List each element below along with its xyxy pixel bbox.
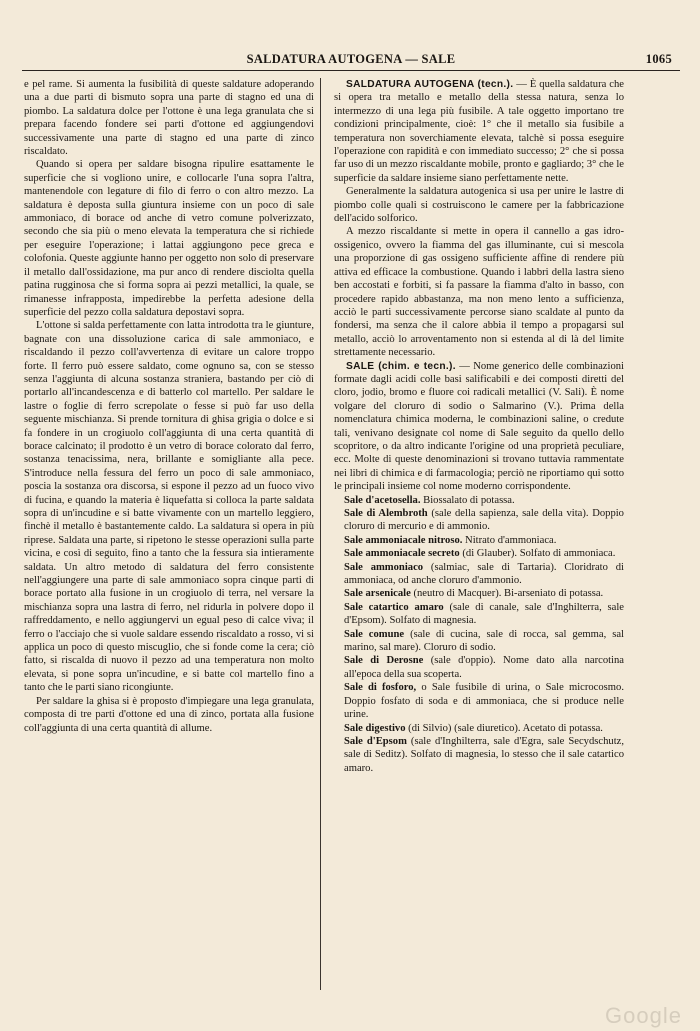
entry-heading: Sale d'acetosella.: [344, 494, 421, 506]
left-paragraph: [24, 319, 314, 694]
running-head-title: SALDATURA AUTOGENA — SALE: [246, 52, 456, 66]
entry-heading: Sale comune: [344, 628, 405, 640]
paragraph-text: o Sale fusibile di urina, o Sale microcosmo. Doppio fosfato di soda e di ammoniaca, che si produce nelle urine.: [344, 682, 624, 721]
entry-heading: Sale ammoniacale secreto: [344, 548, 460, 560]
right-paragraph: [334, 628, 624, 655]
entry-heading: Sale d'Epsom: [344, 735, 407, 747]
right-paragraph: [334, 225, 624, 359]
paragraph-text: — Nome generico delle combinazioni formate dagli acidi colle basi salificabili e dei composti diretti del cloro, jodio, bromo e fluore coi radicali metallici (V. Sali). È nome volgare del cloruro di sodio o Salmarino (V.). Prima della nomenclatura chimica moderna, le combinazioni saline, o credute tali, venivano designate col nome di Sale seguito da quello dello scopritore, o da altro indicante l'origine od una proprietà peculiare, ecc. Molte di queste denominazioni si trovano tuttavia rammentate nei libri di chimica e di farmacologia; perciò ne riportiamo qui sotto le principali insieme col nome moderno corrispondente.: [334, 360, 624, 493]
paragraph-text: (di Silvio) (sale diuretico). Acetato di potassa.: [405, 722, 603, 734]
paragraph-text: (sale della sapienza, sale della vita). Doppio cloruro di mercurio e di ammonio.: [344, 508, 624, 533]
left-paragraph: [24, 78, 314, 158]
right-column: [334, 78, 624, 775]
entry-heading: Sale di Derosne: [344, 655, 424, 667]
left-paragraph: [24, 695, 314, 735]
right-paragraph: [334, 360, 624, 494]
paragraph-text: A mezzo riscaldante si mette in opera il cannello a gas idro-ossigenico, ovvero la fiamma del gas illuminante, cui si mescola una proporzione di gas ossigeno sufficiente affine di rendere più attiva ed efficace la combustione. Quando i labbri della lastra sieno ben accostati e forbiti, si fa passare la fiamma d'alto in basso, con procedere rapido abbastanza, ma non meno lento a sufficienza, acciò le parti successivamente percorse siano scaldate al punto da fondersi, ma senza che il calore abbia il tempo a propagarsi sul metallo, acciò lo arroventamento non si estenda al di là del limite strettamente necessario.: [334, 226, 624, 359]
paragraph-text: (sale d'oppio). Nome dato alla narcotina all'epoca della sua scoperta.: [344, 655, 625, 680]
running-head: [22, 48, 680, 71]
entry-heading: SALDATURA AUTOGENA (tecn.).: [346, 79, 514, 90]
page-number: 1065: [645, 52, 672, 66]
paragraph-text: Nitrato d'ammoniaca.: [462, 534, 557, 546]
right-paragraph: [334, 587, 624, 600]
paragraph-text: Generalmente la saldatura autogenica si usa per unire le lastre di piombo colle quali si costruiscono le camere per la fabbricazione dell'acido solforico.: [334, 186, 624, 225]
left-column: [24, 78, 314, 735]
paragraph-text: (neutro di Macquer). Bi-arseniato di potassa.: [410, 588, 604, 600]
paragraph-text: Quando si opera per saldare bisogna ripulire esattamente le superficie che si vogliono unire, e collocarle l'una sopra l'altra, mantenendole con legature di filo di ferro o con altro mezzo. La saldatura è deposta sulla giuntura insieme con un poco di sale ammoniaco, di borace od anche di vetro comune polverizzato, secondo che sia più o meno elevata la temperatura che si richiede per eseguire l'operazione; i lattai aggiungono pece greca e colofonia. Queste aggiunte hanno per oggetto non solo di preservare il metallo dall'ossidazione, ma pur anco di rendere disciolta quella patina rugginosa che si forma sopra ai pezzi metallici, la quale, se rimanesse infrapposta, impedirebbe la perfetta adesione della superficie del pezzo colla saldatura depostavi sopra.: [24, 159, 314, 318]
entry-heading: Sale ammoniacale nitroso.: [344, 534, 463, 546]
entry-heading: SALE (chim. e tecn.).: [346, 360, 456, 372]
paragraph-text: e pel rame. Si aumenta la fusibilità di queste saldature adoperando una a due parti di bismuto sopra una parte di stagno ed una di piombo. La saldatura dolce per l'ottone è una lega granulata che si prepara facendo fondere sei parti d'ottone ed aggiungendovi successivamente una parte di stagno ed una parte di zinco riscaldato.: [24, 79, 314, 158]
entry-heading: Sale arsenicale: [344, 588, 411, 600]
paragraph-text: (sale di cucina, sale di rocca, sal gemma, sal marino, sal mare). Cloruro di sodio.: [344, 628, 624, 654]
entry-heading: Sale di fosforo,: [344, 682, 417, 694]
paragraph-text: Biossalato di potassa.: [420, 494, 515, 506]
entry-heading: Sale ammoniaco: [344, 561, 424, 573]
watermark: Google: [605, 1003, 682, 1028]
right-paragraph: [334, 78, 624, 185]
paragraph-text: (sale d'Inghilterra, sale d'Egra, sale Secydschutz, sale di Seditz). Solfato di magnesia, lo stesso che il sale catartico amaro.: [344, 735, 624, 774]
left-paragraph: [24, 158, 314, 319]
paragraph-text: (di Glauber). Solfato di ammoniaca.: [459, 548, 616, 560]
paragraph-text: — È quella saldatura che si opera tra metallo e metallo della stessa natura, senza lo intermezzo di una lega più fusibile. A tale oggetto importano tre condizioni principalmente, cioè: 1° che il metallo sia fusibile a temperatura non soverchiamente elevata, talchè si possa eseguire l'operazione con rapidità e con immediato successo; 2° che si possa far uso di un mezzo riscaldante mobile, pronto e gagliardo; 3° che le superficie da saldare insieme siano perfettamente nette.: [334, 79, 624, 184]
paragraph-text: Per saldare la ghisa si è proposto d'impiegare una lega granulata, composta di tre parti d'ottone ed una di zinco, portata alla fusione coll'aggiunta di una certa quantità di allume.: [24, 695, 314, 734]
paragraph-text: L'ottone si salda perfettamente con latta introdotta tra le giunture, bagnate con una dissoluzione carica di sale ammoniaco, e riscaldando il pezzo coll'avvertenza di evitare un calore troppo forte. Il ferro può essere saldato, come ognuno sa, con se stesso senza l'aggiunta di alcuna sostanza straniera, bastando per ciò di portarlo all'incandescenza e di batterlo col martello. Per saldare le lastre o foglie di ferro screpolate o fesse si può far uso della seguente mischianza. Si prende tornitura di ghisa grigia o dolce e si fa fondere in un crogiuolo coll'aggiunta di una certa quantità di borace calcinato; il prodotto è un vetro di borace colorato dal ferro, sostanza tenacissima, nera, brillante e somigliante alla pece. S'introduce nella fessura del ferro un poco di sale ammoniaco, poscia la sostanza ora discorsa, si espone il pezzo ad un fuoco vivo di fucina, e quando la materia è liquefatta si colloca la parte saldata sopra di un'incudine e si batte vivamente con un martello leggiero, finchè il metallo è bastantemente caldo. La saldatura si opera in più riprese. Saldata una parte, si ripetono le stesse operazioni sulla parte vicina, e così di seguito, fino a tanto che la fessura sia intieramente saldata. Un altro metodo di saldatura del ferro consistente nell'aggiungere una parte di sale ammoniaco sopra cinque parti di borace portato alla fusione in un crogiuolo di terra, nel versare la mischianza sopra una lastra di ferro, nel ridurla in polvere dopo il raffreddamento, e nello aggiungervi un egual peso di calce viva; il ferro o l'acciajo che si vuole saldare essendo riscaldato a rosso, vi si applica un poco di questo miscuglio, che si fonde come la cera; ciò fatto, si riscalda di nuovo il pezzo ad una temperatura non molto elevata, si pone sopra un'incudine, e si batte col martello fino a tanto che le parti siano ricongiunte.: [24, 320, 314, 694]
right-paragraph: [334, 494, 624, 507]
right-paragraph: [334, 534, 624, 547]
entry-heading: Sale digestivo: [344, 722, 406, 734]
right-paragraph: [334, 735, 624, 775]
entry-heading: Sale di Alembroth: [344, 508, 428, 519]
right-paragraph: [334, 722, 624, 735]
right-paragraph: [334, 561, 624, 588]
right-paragraph: [334, 547, 624, 560]
right-paragraph: [334, 185, 624, 225]
entry-heading: Sale catartico amaro: [344, 601, 444, 613]
right-paragraph: [334, 654, 624, 681]
paragraph-text: (salmiac, sale di Tartaria). Cloridrato di ammoniaca, od anche cloruro d'ammonio.: [344, 561, 625, 587]
right-paragraph: [334, 507, 624, 534]
paragraph-text: (sale di canale, sale d'Inghilterra, sale d'Epsom). Solfato di magnesia.: [344, 601, 624, 627]
right-paragraph: [334, 601, 624, 628]
column-divider: [320, 78, 321, 990]
right-paragraph: [334, 681, 624, 721]
